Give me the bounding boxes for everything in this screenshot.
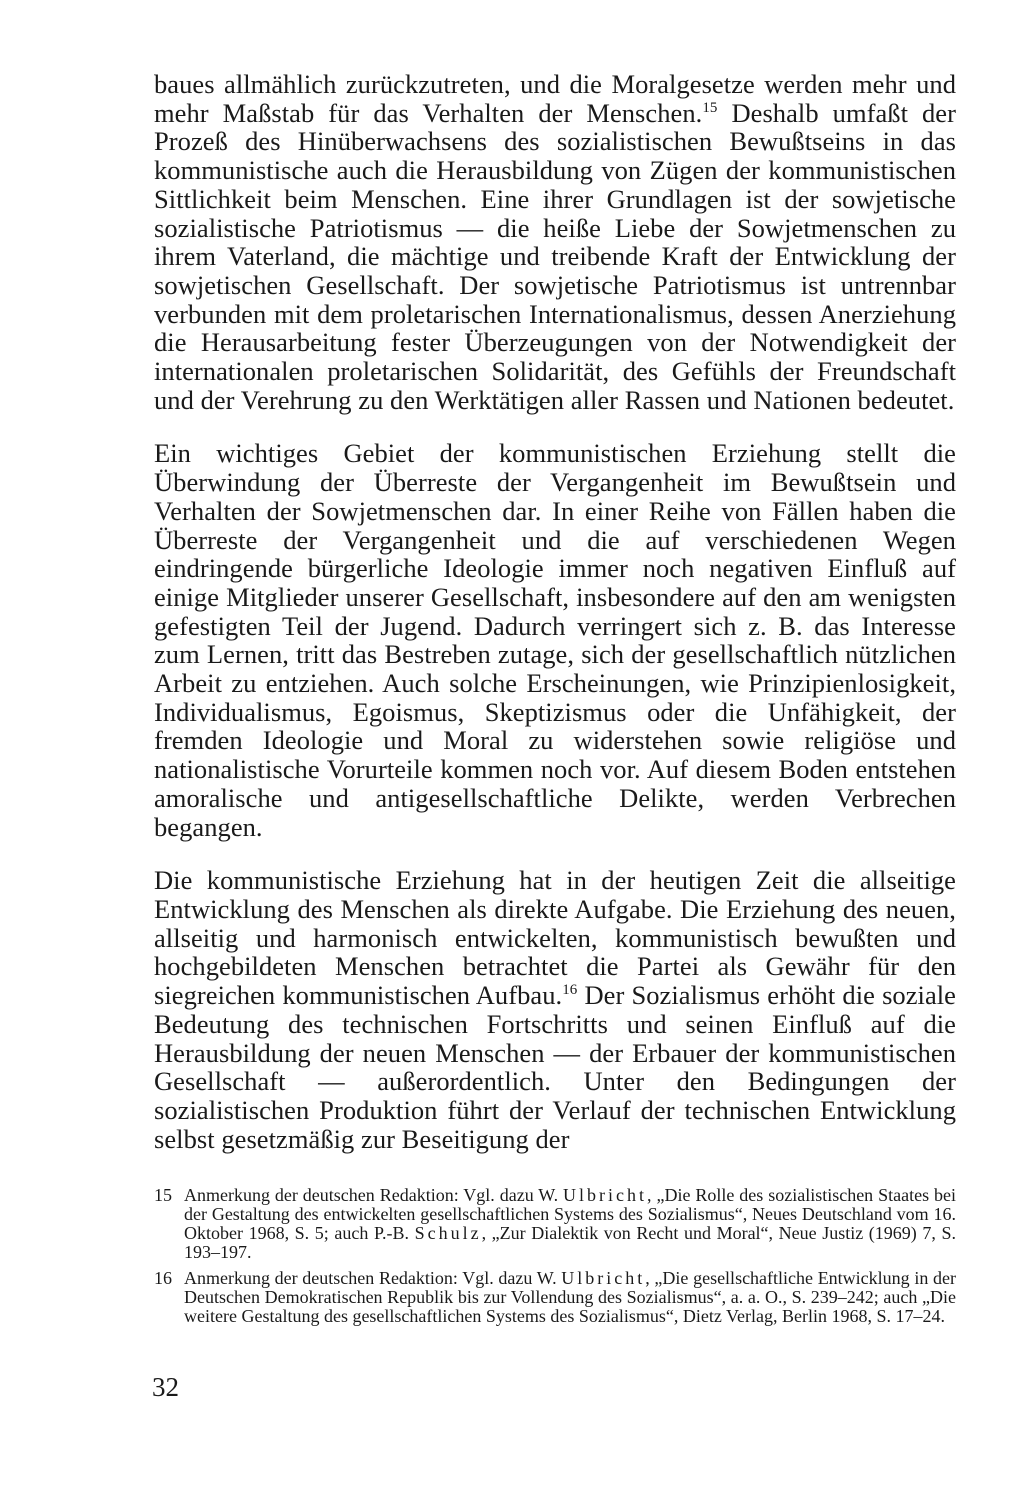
paragraph-1-part-2: Deshalb umfaßt der Prozeß des Hinüberwachsens des sozialistischen Bewußtseins in das kommunistische auch die Herausbildung von Zügen der kommunistischen Sittlichkeit beim Menschen. Eine ihrer Grundlagen ist der sowjetische sozialistische Patriotismus — die heiße Liebe der Sowjetmenschen zu ihrem Vaterland, die mächtige und treibende Kraft der Entwicklung der sowjetischen Gesellschaft. Der sowjetische Patriotismus ist untrennbar verbunden mit dem proletarischen Internationalismus, dessen Anerziehung die Herausarbeitung fester Überzeugungen von der Notwendigkeit der internationalen proletarischen Solidarität, des Gefühls der Freundschaft und der Verehrung zu den Werktätigen aller Rassen und Nationen bedeutet. <box>154 97 956 415</box>
footnote-tail: , „Die gesellschaftliche Entwicklung in der Deutschen Demokratischen Republik bis zur Vollendung des Sozialismus“, a. a. O., S. 239–242; auch „Die weitere Gestaltung des gesellschaftlichen Systems des Sozialismus“, Dietz Verlag, Berlin 1968, S. 17–24. <box>184 1268 956 1326</box>
footnote-number: 15 <box>154 1185 172 1205</box>
footnote-tail: , „Zur Dialektik von Recht und Moral“, Neue Justiz (1969) 7, S. 193–197. <box>184 1223 956 1262</box>
footnote-15 <box>154 1186 956 1262</box>
paragraph-3-part-1: Die kommunistische Erziehung hat in der heutigen Zeit die allseitige Entwicklung des Menschen als direkte Aufgabe. Die Erziehung des neuen, allseitig und harmonisch entwickelten, kommunistisch bewußten und hochgebildeten Menschen betrachtet die Partei als Gewähr für den siegreichen kommunistischen Aufbau. <box>154 865 956 1011</box>
footnote-author: Schulz <box>414 1223 482 1243</box>
footnote-author: Ulbricht <box>563 1185 648 1205</box>
paragraph-2: Ein wichtiges Gebiet der kommunistischen Erziehung stellt die Überwindung der Überreste der Vergangenheit im Bewußtsein und Verhalten der Sowjetmenschen dar. In einer Reihe von Fällen haben die Überreste der Vergangenheit und die auf verschiedenen Wegen eindringende bürgerliche Ideologie immer noch negativen Einfluß auf einige Mitglieder unserer Gesellschaft, insbesondere auf den am wenigsten gefestigten Teil der Jugend. Dadurch verringert sich z. B. das Interesse zum Lernen, tritt das Bestreben zutage, sich der gesellschaftlich nützlichen Arbeit zu entziehen. Auch solche Erscheinungen, wie Prinzipienlosigkeit, Individualismus, Egoismus, Skeptizismus oder die Unfähigkeit, der fremden Ideologie und Moral zu widerstehen sowie religiöse und nationalistische Vorurteile kommen noch vor. Auf diesem Boden entstehen amoralische und antigesellschaftliche Delikte, werden Verbrechen begangen. <box>154 438 956 842</box>
footnote-lead: Anmerkung der deutschen Redaktion: Vgl. dazu W. <box>184 1268 557 1288</box>
footnote-text <box>184 1269 956 1326</box>
footnote-16 <box>154 1269 956 1326</box>
footnotes <box>154 1186 956 1333</box>
paragraph-1-part-1: baues allmählich zurückzutreten, und die Moralgesetze werden mehr und mehr Maßstab für das Verhalten der Menschen. <box>154 69 956 128</box>
footnote-mid: , „Die Rolle des sozialistischen Staates bei der Gestaltung des entwickelten gesellschaftlichen Systems des Sozialismus“, Neues Deutschland vom 16. Oktober 1968, S. 5; auch P.-B. <box>184 1185 956 1243</box>
footnote-ref-15[interactable]: 15 <box>702 99 718 116</box>
footnote-ref-16[interactable]: 16 <box>562 982 578 999</box>
footnote-lead: Anmerkung der deutschen Redaktion: Vgl. dazu W. <box>184 1185 559 1205</box>
paragraph-3-part-2: Der Sozialismus erhöht die soziale Bedeutung des technischen Fortschritts und seinen Einfluß auf die Herausbildung der neuen Menschen — der Erbauer der kommunistischen Gesellschaft — außerordentlich. Unter den Bedingungen der sozialistischen Produktion führt der Verlauf der technischen Entwicklung selbst gesetzmäßig zur Beseitigung der <box>154 980 956 1154</box>
page-number: 32 <box>152 1372 179 1402</box>
paragraph-3 <box>154 866 956 1153</box>
footnote-text <box>184 1186 956 1262</box>
body-text <box>154 70 956 1178</box>
footnote-author: Ulbricht <box>561 1268 646 1288</box>
footnote-number: 16 <box>154 1268 172 1288</box>
paragraph-1 <box>154 70 956 414</box>
